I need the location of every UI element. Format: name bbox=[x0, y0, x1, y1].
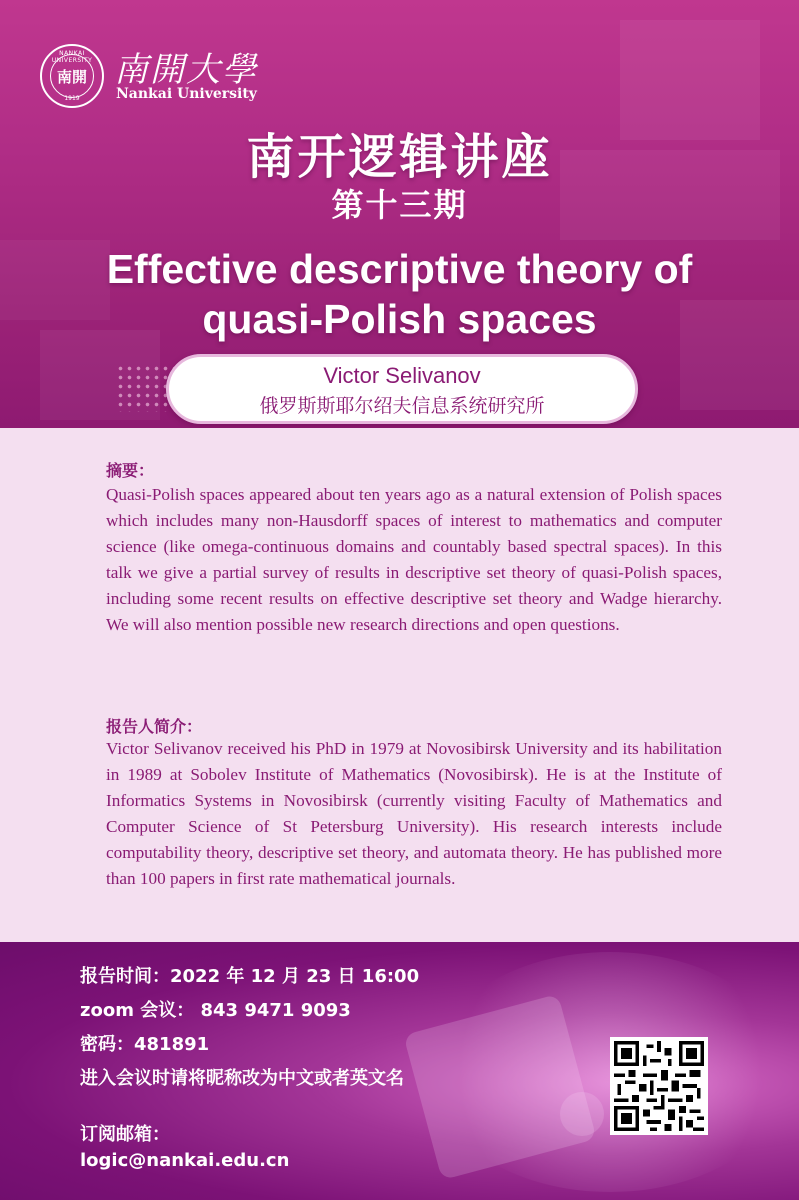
series-title: 南开逻辑讲座 bbox=[246, 129, 553, 185]
university-name-en: Nankai University bbox=[116, 86, 257, 102]
subscribe-label: 订阅邮箱： bbox=[80, 1124, 170, 1145]
abstract-text: Quasi-Polish spaces appeared about ten years ago as a natural extension of Polish spaces which includes many non-Hausdorff spaces of interest to mathematics and computer science (like omega-continuous domains and countably based spectral spaces). In this talk we give a partial survey of results in descriptive set theory of quasi-Polish spaces, including some recent results on effective descriptive set theory and Wadge hierarchy. We will also mention possible new research directions and open questions. bbox=[106, 485, 722, 634]
talk-title bbox=[0, 244, 799, 344]
speaker-card bbox=[166, 354, 638, 424]
seal-center-text: 南開 bbox=[50, 54, 94, 98]
bio-heading: 报告人简介： bbox=[106, 717, 203, 736]
seal-ring-text: NANKAI UNIVERSITY bbox=[51, 50, 93, 64]
issue-number: 第十三期 bbox=[331, 186, 468, 224]
abstract-heading: 摘要： bbox=[106, 461, 155, 480]
puzzle-knob-graphic bbox=[560, 1092, 604, 1136]
event-time: 报告时间：2022 年 12 月 23 日 16:00 bbox=[80, 966, 420, 987]
bio-text: Victor Selivanov received his PhD in 1979 at Novosibirsk University and its habilitation in 1989 at Sobolev Institute of Mathematics (Novosibirsk). He is at the Institute of Informatics Systems in Novosibirsk (currently visiting Faculty of Mathematics and Computer Science of St Petersburg University). His research interests include computability theory, descriptive set theory, and automata theory. He has published more than 100 papers in first rate mathematical journals. bbox=[106, 739, 722, 888]
subscribe-email-link[interactable]: logic@nankai.edu.cn bbox=[80, 1150, 290, 1171]
zoom-meeting-id[interactable]: zoom 会议： 843 9471 9093 bbox=[80, 1000, 351, 1021]
university-name-cn: 南開大學 bbox=[114, 50, 258, 90]
meeting-note: 进入会议时请将昵称改为中文或者英文名 bbox=[80, 1068, 404, 1089]
meeting-password: 密码：481891 bbox=[80, 1034, 210, 1055]
talk-title-line-1: Effective descriptive theory of bbox=[106, 246, 693, 292]
qr-code-icon[interactable] bbox=[610, 1037, 708, 1135]
talk-title-line-2: quasi-Polish spaces bbox=[202, 296, 597, 342]
university-seal-icon bbox=[40, 44, 104, 108]
speaker-name: Victor Selivanov bbox=[323, 363, 481, 388]
speaker-institution: 俄罗斯斯耶尔绍夫信息系统研究所 bbox=[259, 395, 545, 417]
seal-year: 1919 bbox=[64, 95, 80, 102]
content-panel bbox=[0, 428, 799, 942]
